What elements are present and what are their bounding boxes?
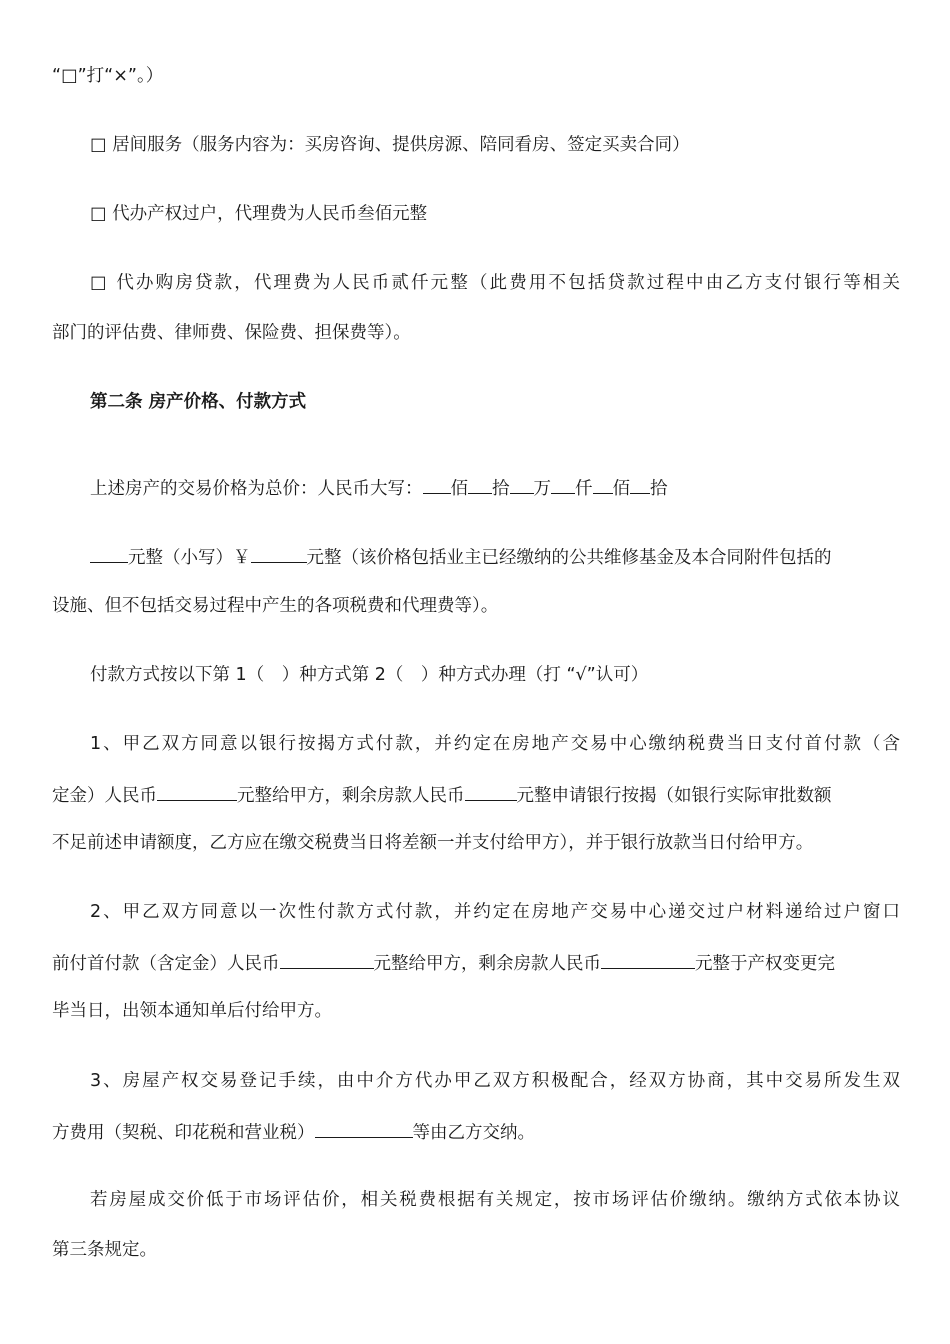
option-loan-agency-cont: 部门的评估费、律师费、保险费、担保费等）。: [52, 323, 411, 343]
blank-lump-remaining[interactable]: [601, 950, 695, 969]
payment-option-1-line-1: 1、甲乙双方同意以银行按揭方式付款，并约定在房地产交易中心缴纳税费当日支付首付款（含: [90, 734, 900, 754]
payment-option-1-line-2: 定金）人民币 元整给甲方，剩余房款人民币 元整申请银行按揭（如银行实际审批数额: [52, 782, 900, 808]
blank-yuan-lowercase[interactable]: [251, 544, 307, 563]
price-capital-line: [90, 475, 900, 501]
option-title-transfer: □ 代办产权过户，代理费为人民币叁佰元整: [90, 204, 428, 224]
blank-yuan-capital[interactable]: [90, 544, 128, 563]
blank-thousand[interactable]: [551, 475, 575, 494]
option-loan-agency: □ 代办购房贷款，代理费为人民币贰仟元整（此费用不包括贷款过程中由乙方支付银行等相关: [90, 273, 900, 293]
blank-hundred-wan[interactable]: [423, 475, 451, 494]
unit-shi-1: 拾: [492, 479, 510, 499]
payment-option-1-line-3: 不足前述申请额度，乙方应在缴交税费当日将差额一并支付给甲方），并于银行放款当日付给甲方。: [52, 833, 814, 853]
blank-down-payment[interactable]: [157, 782, 237, 801]
price-scope-cont: 设施、但不包括交易过程中产生的各项税费和代理费等）。: [52, 596, 499, 616]
valuation-clause-line-2: 第三条规定。: [52, 1240, 157, 1260]
blank-ten[interactable]: [630, 475, 650, 494]
payment-method-choice: 付款方式按以下第 1（ ）种方式第 2（ ）种方式办理（打 “√”认可）: [90, 665, 649, 685]
price-prefix: 上述房产的交易价格为总价：人民币大写：: [90, 479, 423, 499]
blank-tax-party[interactable]: [315, 1119, 413, 1138]
price-lowercase-b: 元整（该价格包括业主已经缴纳的公共维修基金及本合同附件包括的: [306, 548, 832, 568]
option-brokerage-service: □ 居间服务（服务内容为：买房咨询、提供房源、陪同看房、签定买卖合同）: [90, 135, 690, 155]
section-heading-article-2: 第二条 房产价格、付款方式: [90, 392, 307, 412]
unit-bai-2: 佰: [612, 479, 630, 499]
price-lowercase-line: [90, 544, 900, 570]
price-lowercase-a: 元整（小写）￥: [128, 548, 251, 568]
blank-lump-down-payment[interactable]: [280, 950, 374, 969]
payment-option-2-line-2: 前付首付款（含定金）人民币 元整给甲方，剩余房款人民币 元整于产权变更完: [52, 950, 900, 976]
unit-wan: 万: [533, 479, 551, 499]
unit-qian: 仟: [575, 479, 593, 499]
blank-mortgage-amount[interactable]: [465, 782, 517, 801]
clause-3-line-1: 3、房屋产权交易登记手续，由中介方代办甲乙双方积极配合，经双方协商，其中交易所发生双: [90, 1071, 900, 1091]
unit-shi-2: 拾: [650, 479, 668, 499]
clause-3-line-2: 方费用（契税、印花税和营业税） 等由乙方交纳。: [52, 1119, 900, 1145]
payment-option-2-line-3: 毕当日，出领本通知单后付给甲方。: [52, 1001, 332, 1021]
unit-bai-1: 佰: [450, 479, 468, 499]
valuation-clause-line-1: 若房屋成交价低于市场评估价，相关税费根据有关规定，按市场评估价缴纳。缴纳方式依本协议: [90, 1190, 900, 1210]
blank-ten-wan[interactable]: [468, 475, 492, 494]
checkbox-instruction-tail: “□”打“×”。）: [52, 66, 164, 86]
blank-hundred[interactable]: [593, 475, 613, 494]
blank-wan[interactable]: [510, 475, 534, 494]
payment-option-2-line-1: 2、甲乙双方同意以一次性付款方式付款，并约定在房地产交易中心递交过户材料递给过户窗口: [90, 902, 900, 922]
